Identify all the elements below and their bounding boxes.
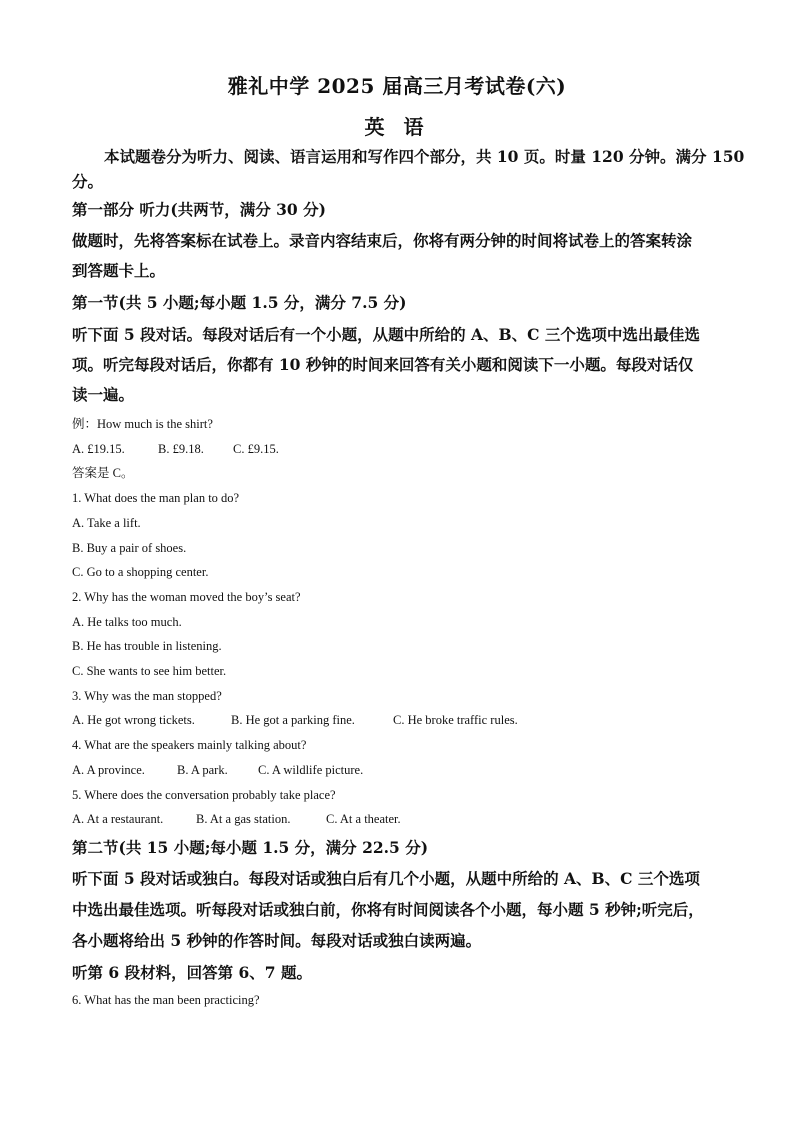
q5-options: [72, 810, 732, 828]
q3-option-c: C. He broke traffic rules.: [393, 713, 518, 727]
example-options: [72, 440, 732, 458]
exam-title: 雅礼中学 2025 届高三月考试卷(六): [227, 74, 567, 98]
section2-instruction-line-3: 各小题将给出 5 秒钟的作答时间。每段对话或独白读两遍。: [72, 931, 482, 950]
section1-instruction-line-3: 读一遍。: [72, 385, 135, 404]
part1-instruction-line-1: 做题时，先将答案标在试卷上。录音内容结束后，你将有两分钟的时间将试卷上的答案转涂: [72, 231, 693, 250]
q1-option-a: A. Take a lift.: [72, 516, 141, 530]
intro-line-1: 本试题卷分为听力、阅读、语言运用和写作四个部分，共 10 页。时量 120 分钟。满分 150: [104, 147, 745, 166]
section1-instruction-line-1: 听下面 5 段对话。每段对话后有一个小题，从题中所给的 A、B、C 三个选项中选出最佳选: [72, 325, 700, 344]
q4-option-b: B. A park.: [177, 763, 228, 777]
q2-option-a: A. He talks too much.: [72, 615, 182, 629]
example-option-a: A. £19.15.: [72, 442, 125, 456]
q3-question: 3. Why was the man stopped?: [72, 689, 222, 703]
q5-option-b: B. At a gas station.: [196, 812, 291, 826]
q5-question: 5. Where does the conversation probably take place?: [72, 788, 336, 802]
section2-instruction-line-1: 听下面 5 段对话或独白。每段对话或独白后有几个小题，从题中所给的 A、B、C 三个选项: [72, 869, 700, 888]
q6-question: 6. What has the man been practicing?: [72, 993, 260, 1007]
q2-question: 2. Why has the woman moved the boy’s seat?: [72, 590, 301, 604]
q2-option-b: B. He has trouble in listening.: [72, 639, 222, 653]
part1-heading: 第一部分 听力(共两节，满分 30 分): [72, 200, 326, 219]
q4-option-c: C. A wildlife picture.: [258, 763, 364, 777]
q3-options: [72, 711, 732, 729]
q1-option-c: C. Go to a shopping center.: [72, 565, 209, 579]
subject-title: 英 语: [364, 115, 430, 139]
section1-heading: 第一节(共 5 小题;每小题 1.5 分，满分 7.5 分): [72, 293, 407, 312]
section2-heading: 第二节(共 15 小题;每小题 1.5 分，满分 22.5 分): [72, 838, 429, 857]
q5-option-c: C. At a theater.: [326, 812, 401, 826]
q1-option-b: B. Buy a pair of shoes.: [72, 541, 187, 555]
example-answer: 答案是 C。: [72, 466, 134, 480]
example-option-c: C. £9.15.: [233, 442, 279, 456]
q4-options: [72, 761, 732, 779]
example-question: 例：How much is the shirt?: [72, 417, 213, 431]
section1-instruction-line-2: 项。听完每段对话后，你都有 10 秒钟的时间来回答有关小题和阅读下一小题。每段对话仅: [72, 355, 694, 374]
q5-option-a: A. At a restaurant.: [72, 812, 164, 826]
part1-instruction-line-2: 到答题卡上。: [72, 261, 166, 280]
q1-question: 1. What does the man plan to do?: [72, 491, 240, 505]
q4-question: 4. What are the speakers mainly talking about?: [72, 738, 307, 752]
q4-option-a: A. A province.: [72, 763, 145, 777]
material-6-heading: 听第 6 段材料，回答第 6、7 题。: [72, 963, 312, 982]
q3-option-b: B. He got a parking fine.: [231, 713, 355, 727]
intro-line-2: 分。: [72, 172, 104, 191]
q2-option-c: C. She wants to see him better.: [72, 664, 227, 678]
example-option-b: B. £9.18.: [158, 442, 204, 456]
q3-option-a: A. He got wrong tickets.: [72, 713, 195, 727]
section2-instruction-line-2: 中选出最佳选项。听每段对话或独白前，你将有时间阅读各个小题，每小题 5 秒钟;听完后，: [72, 900, 704, 919]
